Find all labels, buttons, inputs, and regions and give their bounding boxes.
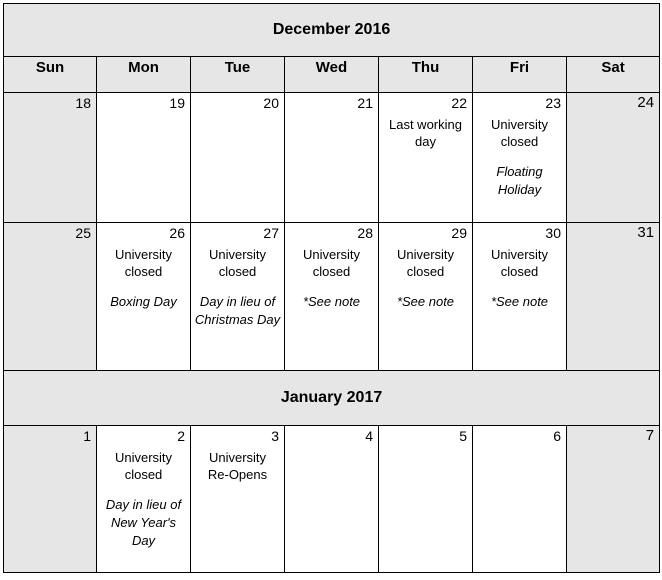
- weekday-header-row: [4, 57, 660, 93]
- weekday-sat: Sat: [567, 57, 660, 93]
- day-number: 27: [263, 225, 279, 241]
- weekday-wed: Wed: [285, 57, 379, 93]
- day-cell: [285, 426, 379, 573]
- weekday-tue: Tue: [191, 57, 285, 93]
- day-cell: [379, 426, 473, 573]
- day-cell: [567, 223, 660, 371]
- day-number: 25: [75, 225, 91, 241]
- day-cell: [4, 426, 97, 573]
- day-number: 1: [83, 428, 91, 444]
- day-cell: [379, 223, 473, 371]
- day-event-text: University closed: [396, 247, 455, 279]
- day-cell: [379, 93, 473, 223]
- day-event-text: University Re-Opens: [207, 450, 268, 482]
- day-number: 23: [545, 95, 561, 111]
- day-event-note: *See note: [490, 294, 549, 309]
- day-event-note: Day in lieu of Christmas Day: [194, 294, 281, 327]
- day-cell: [97, 93, 191, 223]
- day-cell: [97, 223, 191, 371]
- day-event-note: Day in lieu of New Year's Day: [105, 497, 182, 548]
- week-row: [4, 426, 660, 573]
- day-cell: [4, 223, 97, 371]
- day-number: 24: [637, 94, 655, 111]
- day-cell: [567, 93, 660, 223]
- day-number: 20: [263, 95, 279, 111]
- day-number: 6: [553, 428, 561, 444]
- day-event-text: University closed: [490, 117, 549, 149]
- day-number: 21: [357, 95, 373, 111]
- day-cell: [473, 93, 567, 223]
- day-event-note: *See note: [396, 294, 455, 309]
- day-number: 30: [545, 225, 561, 241]
- day-cell: [191, 426, 285, 573]
- weekday-sun: Sun: [4, 57, 97, 93]
- day-number: 5: [459, 428, 467, 444]
- day-number: 18: [75, 95, 91, 111]
- day-number: 22: [451, 95, 467, 111]
- day-number: 19: [169, 95, 185, 111]
- day-cell: [97, 426, 191, 573]
- day-cell: [285, 93, 379, 223]
- day-event-text: University closed: [208, 247, 267, 279]
- day-number: 26: [169, 225, 185, 241]
- day-number: 31: [637, 224, 655, 241]
- day-number: 3: [271, 428, 279, 444]
- day-number: 28: [357, 225, 373, 241]
- day-event-text: University closed: [114, 247, 173, 279]
- day-number: 29: [451, 225, 467, 241]
- holiday-calendar: [3, 3, 660, 573]
- weekday-fri: Fri: [473, 57, 567, 93]
- weekday-thu: Thu: [379, 57, 473, 93]
- day-cell: [191, 223, 285, 371]
- day-cell: [191, 93, 285, 223]
- week-row: [4, 223, 660, 371]
- day-event-note: Floating Holiday: [496, 164, 543, 197]
- month-title-december: December 2016: [4, 4, 660, 57]
- day-event-note: *See note: [302, 294, 361, 309]
- day-event-text: University closed: [114, 450, 173, 482]
- day-event-text: University closed: [302, 247, 361, 279]
- day-cell: [473, 223, 567, 371]
- day-event-text: University closed: [490, 247, 549, 279]
- day-event-text: Last working day: [389, 117, 462, 149]
- month-title-january: January 2017: [4, 371, 660, 426]
- day-number: 2: [177, 428, 185, 444]
- week-row: [4, 93, 660, 223]
- weekday-mon: Mon: [97, 57, 191, 93]
- day-cell: [285, 223, 379, 371]
- day-cell: [473, 426, 567, 573]
- day-cell: [4, 93, 97, 223]
- day-number: 4: [365, 428, 373, 444]
- day-number: 7: [645, 427, 655, 444]
- day-cell: [567, 426, 660, 573]
- day-event-note: Boxing Day: [110, 294, 177, 309]
